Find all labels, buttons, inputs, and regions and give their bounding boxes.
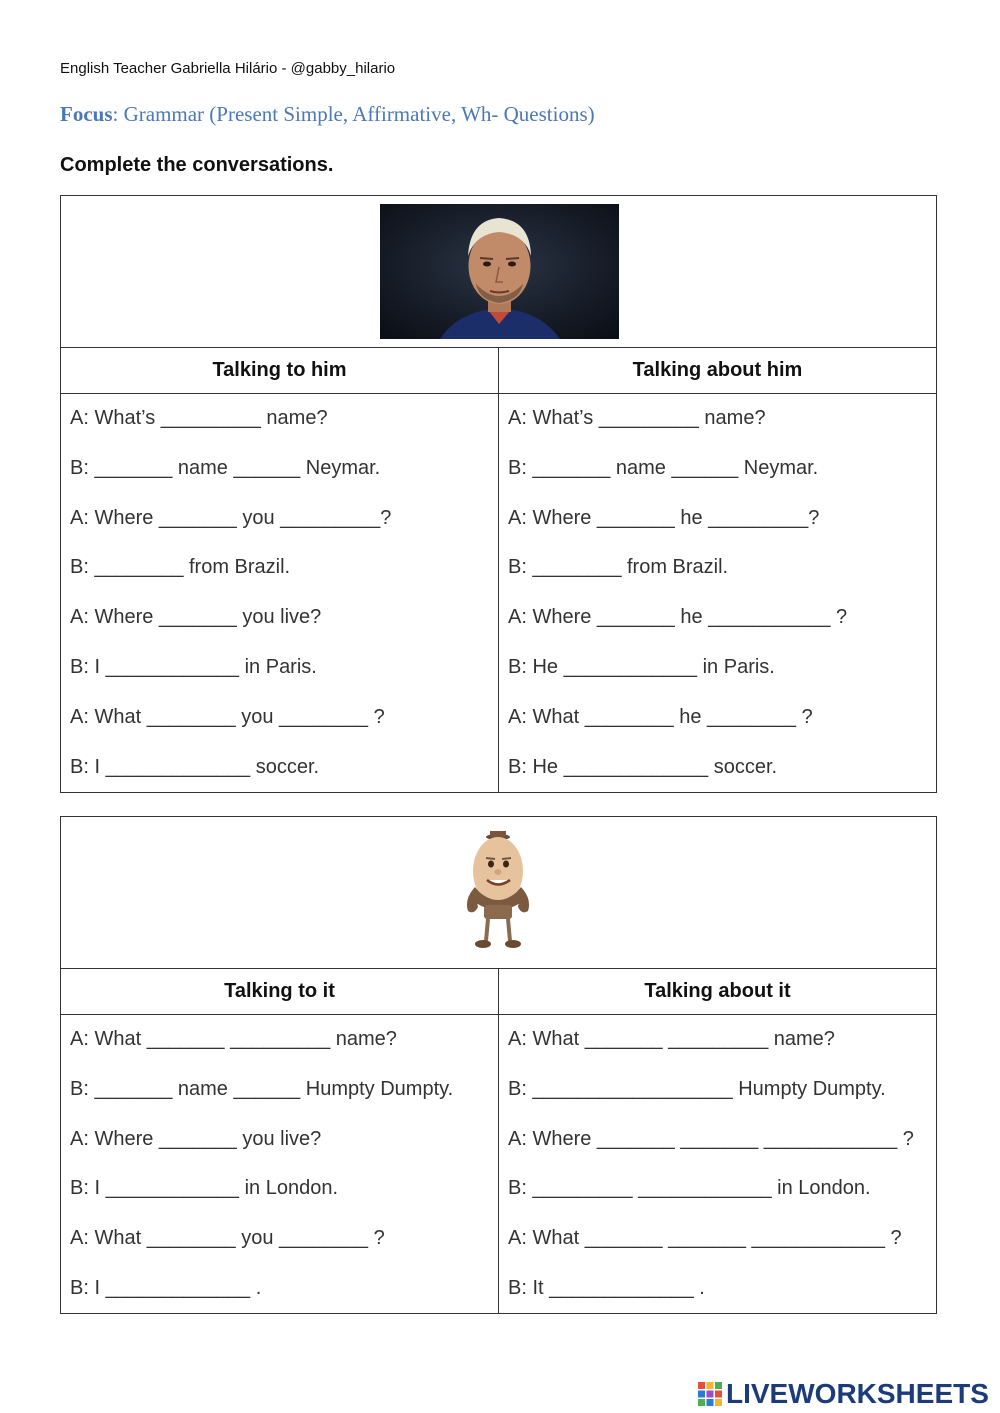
dialogue-line[interactable]: A: What _______ _________ name? <box>508 1028 835 1050</box>
dialogue-line[interactable]: A: What _______ _______ ____________ ? <box>508 1227 902 1250</box>
dialogue-line[interactable]: B: I _____________ . <box>70 1276 262 1299</box>
dialogue-line[interactable]: B: _______ name ______ Neymar. <box>70 456 381 479</box>
conversation-table-1 <box>60 195 937 793</box>
column-title-talking-about: Talking about it <box>498 969 936 1014</box>
focus-text: : Grammar (Present Simple, Affirmative, Wh- Questions) <box>112 102 595 126</box>
instruction-heading: Complete the conversations. <box>60 154 334 176</box>
image-row <box>61 196 936 348</box>
author-credit: English Teacher Gabriella Hilário - @gabby_hilario <box>60 60 396 77</box>
dialogue-line[interactable]: A: What’s _________ name? <box>70 407 328 429</box>
dialogue-line[interactable]: A: Where _______ you _________? <box>70 506 392 529</box>
dialogue-row <box>61 1015 936 1314</box>
dialogue-line[interactable]: B: It _____________ . <box>508 1276 705 1299</box>
dialogue-line[interactable]: A: What’s _________ name? <box>508 407 766 429</box>
column-title-talking-about: Talking about him <box>498 348 936 393</box>
dialogue-line[interactable]: B: _______ name ______ Humpty Dumpty. <box>70 1077 454 1100</box>
dialogue-line[interactable]: B: _________ ____________ in London. <box>508 1177 871 1200</box>
column-title-talking-to: Talking to him <box>212 359 347 381</box>
dialogue-line[interactable]: A: Where _______ he ___________ ? <box>508 606 848 629</box>
soccer-player-photo-icon <box>380 204 619 339</box>
conversation-table-2 <box>60 816 937 1314</box>
dialogue-line[interactable]: A: Where _______ you live? <box>70 606 322 629</box>
dialogue-row <box>61 394 936 793</box>
dialogue-line[interactable]: A: Where _______ you live? <box>70 1127 322 1150</box>
dialogue-line[interactable]: B: _______ name ______ Neymar. <box>508 456 819 479</box>
dialogue-column-left <box>61 394 498 793</box>
dialogue-line[interactable]: B: ________ from Brazil. <box>70 556 291 579</box>
humpty-dumpty-icon <box>458 831 538 953</box>
dialogue-line[interactable]: A: What _______ _________ name? <box>70 1028 397 1050</box>
column-title-talking-to: Talking to it <box>224 980 335 1002</box>
focus-line <box>60 102 595 127</box>
dialogue-column-right <box>498 1015 936 1314</box>
header-row <box>61 969 936 1015</box>
brand-name: LIVEWORKSHEETS <box>726 1378 989 1409</box>
dialogue-line[interactable]: A: Where _______ _______ ____________ ? <box>508 1127 914 1150</box>
dialogue-line[interactable]: B: I ____________ in London. <box>70 1177 339 1200</box>
dialogue-line[interactable]: A: What ________ you ________ ? <box>70 705 385 728</box>
liveworksheets-brand[interactable] <box>698 1378 989 1410</box>
dialogue-column-right <box>498 394 936 793</box>
dialogue-line[interactable]: A: What ________ he ________ ? <box>508 705 813 728</box>
dialogue-line[interactable]: B: He ____________ in Paris. <box>508 655 775 678</box>
focus-label: Focus <box>60 102 113 126</box>
dialogue-line[interactable]: B: __________________ Humpty Dumpty. <box>508 1077 886 1100</box>
image-row <box>61 817 936 969</box>
dialogue-column-left <box>61 1015 498 1314</box>
dialogue-line[interactable]: B: I ____________ in Paris. <box>70 655 317 678</box>
dialogue-line[interactable]: B: He _____________ soccer. <box>508 755 778 778</box>
header-row <box>61 348 936 394</box>
dialogue-line[interactable]: A: What ________ you ________ ? <box>70 1227 385 1250</box>
liveworksheets-logo-icon <box>698 1382 722 1406</box>
dialogue-line[interactable]: A: Where _______ he _________? <box>508 506 820 529</box>
dialogue-line[interactable]: B: I _____________ soccer. <box>70 755 320 778</box>
dialogue-line[interactable]: B: ________ from Brazil. <box>508 556 729 579</box>
